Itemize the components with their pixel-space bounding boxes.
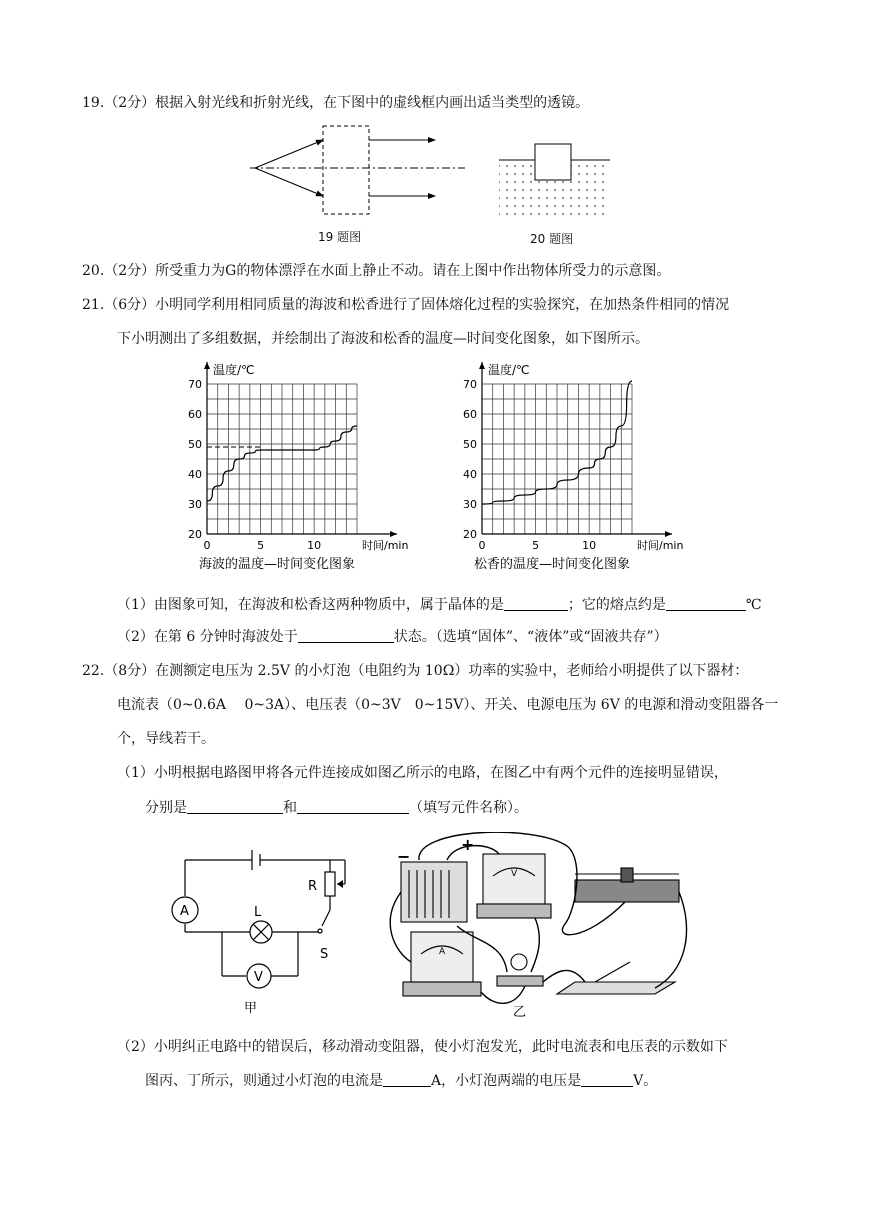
y-tick-label: 30 [463, 498, 477, 511]
svg-text:乙: 乙 [513, 1005, 527, 1020]
q19-text: 19.（2分）根据入射光线和折射光线，在下图中的虚线框内画出适当类型的透镜。 [82, 95, 590, 111]
q22-line3: 个，导线若干。 [117, 731, 215, 747]
ammeter-device [411, 932, 473, 982]
rheostat-device [575, 880, 679, 902]
figure-20-floating-object [497, 140, 612, 220]
y-tick-label: 20 [188, 528, 202, 541]
answer-blank-wrong-component-1[interactable] [187, 799, 283, 814]
q20-text: 20.（2分）所受重力为G的物体漂浮在水面上静止不动。请在上图中作出物体所受力的示意图。 [82, 263, 671, 279]
answer-blank-voltage[interactable] [581, 1072, 633, 1087]
svg-text:+: + [461, 835, 475, 854]
figure-19-caption: 19 题图 [318, 230, 362, 244]
x-tick-label: 0 [203, 539, 211, 552]
x-axis-label: 时间/min [637, 539, 684, 552]
y-tick-label: 50 [463, 438, 477, 451]
circuit-diagram-jia [170, 840, 365, 1020]
q21-sub2: （2）在第 6 分钟时海波处于 状态。（选填“固体”、“液体”或“固液共存”） [117, 629, 668, 645]
switch-symbol [322, 910, 330, 926]
y-axis-arrow [204, 362, 210, 369]
svg-text:S: S [320, 947, 329, 962]
incident-ray-top [255, 140, 323, 168]
answer-blank-crystal[interactable] [504, 596, 568, 611]
svg-text:R: R [308, 879, 318, 894]
voltmeter-device [483, 854, 545, 904]
x-axis-arrow [390, 531, 397, 537]
y-axis-label: 温度/℃ [488, 363, 530, 377]
y-axis-label: 温度/℃ [213, 363, 255, 377]
answer-blank-current[interactable] [383, 1072, 431, 1087]
answer-blank-wrong-component-2[interactable] [297, 799, 409, 814]
floating-block [535, 144, 571, 180]
y-tick-label: 20 [463, 528, 477, 541]
q22-line2: 电流表（0~0.6A 0~3A）、电压表（0~3V 0~15V）、开关、电源电压为 6V 的电源和滑动变阻器各一 [117, 697, 779, 713]
y-axis-arrow [479, 362, 485, 369]
svg-text:−: − [397, 847, 411, 866]
svg-text:甲: 甲 [244, 1001, 258, 1016]
answer-blank-state[interactable] [298, 628, 394, 643]
y-tick-label: 50 [188, 438, 202, 451]
y-tick-label: 60 [463, 408, 477, 421]
songxiang-chart [460, 356, 720, 581]
x-tick-label: 10 [582, 539, 597, 552]
svg-text:A: A [439, 947, 446, 957]
svg-text:A: A [180, 904, 189, 919]
y-tick-label: 40 [463, 468, 477, 481]
switch-device [557, 982, 675, 994]
q22-sub1-line2: 分别是 和 （填写元件名称）。 [145, 800, 528, 816]
y-tick-label: 70 [463, 378, 477, 391]
q22-sub1-line1: （1）小明根据电路图甲将各元件连接成如图乙所示的电路，在图乙中有两个元件的连接明显错误， [117, 765, 728, 781]
y-tick-label: 60 [188, 408, 202, 421]
q22-sub2-line2: 图丙、丁所示，则通过小灯泡的电流是 A，小灯泡两端的电压是 V。 [145, 1073, 658, 1089]
q22-line1: 22.（8分）在测额定电压为 2.5V 的小灯泡（电阻约为 10Ω）功率的实验中，老师给小明提供了以下器材： [82, 663, 749, 679]
rheostat-symbol [325, 872, 335, 896]
x-tick-label: 0 [478, 539, 486, 552]
physical-circuit-yi [385, 832, 695, 1022]
y-tick-label: 30 [188, 498, 202, 511]
figure-19-lens [245, 118, 470, 218]
svg-text:L: L [254, 905, 262, 920]
chart-title: 海波的温度—时间变化图象 [199, 557, 356, 572]
y-tick-label: 70 [188, 378, 202, 391]
svg-text:V: V [511, 869, 518, 879]
dashed-lens-box [323, 126, 369, 214]
haibo-chart [185, 356, 445, 581]
answer-blank-melting-point[interactable] [666, 596, 746, 611]
q22-sub2-line1: （2）小明纠正电路中的错误后，移动滑动变阻器，使小灯泡发光，此时电流表和电压表的示数如下 [117, 1039, 728, 1055]
chart-title: 松香的温度—时间变化图象 [474, 557, 631, 572]
x-axis-label: 时间/min [362, 539, 409, 552]
incident-ray-bottom [255, 168, 323, 196]
q21-sub1: （1）由图象可知，在海波和松香这两种物质中，属于晶体的是 ；它的熔点约是 ℃ [117, 597, 762, 613]
x-tick-label: 5 [257, 539, 265, 552]
x-axis-arrow [665, 531, 672, 537]
x-tick-label: 10 [307, 539, 322, 552]
svg-text:V: V [254, 970, 263, 985]
bulb-device [511, 954, 527, 970]
x-tick-label: 5 [532, 539, 540, 552]
battery-box [401, 862, 467, 922]
q21-line2: 下小明测出了多组数据，并绘制出了海波和松香的温度—时间变化图象，如下图所示。 [117, 331, 649, 347]
y-tick-label: 40 [188, 468, 202, 481]
figure-20-caption: 20 题图 [530, 232, 574, 246]
q21-line1: 21.（6分）小明同学利用相同质量的海波和松香进行了固体熔化过程的实验探究，在加热条件相同的情况 [82, 297, 730, 313]
